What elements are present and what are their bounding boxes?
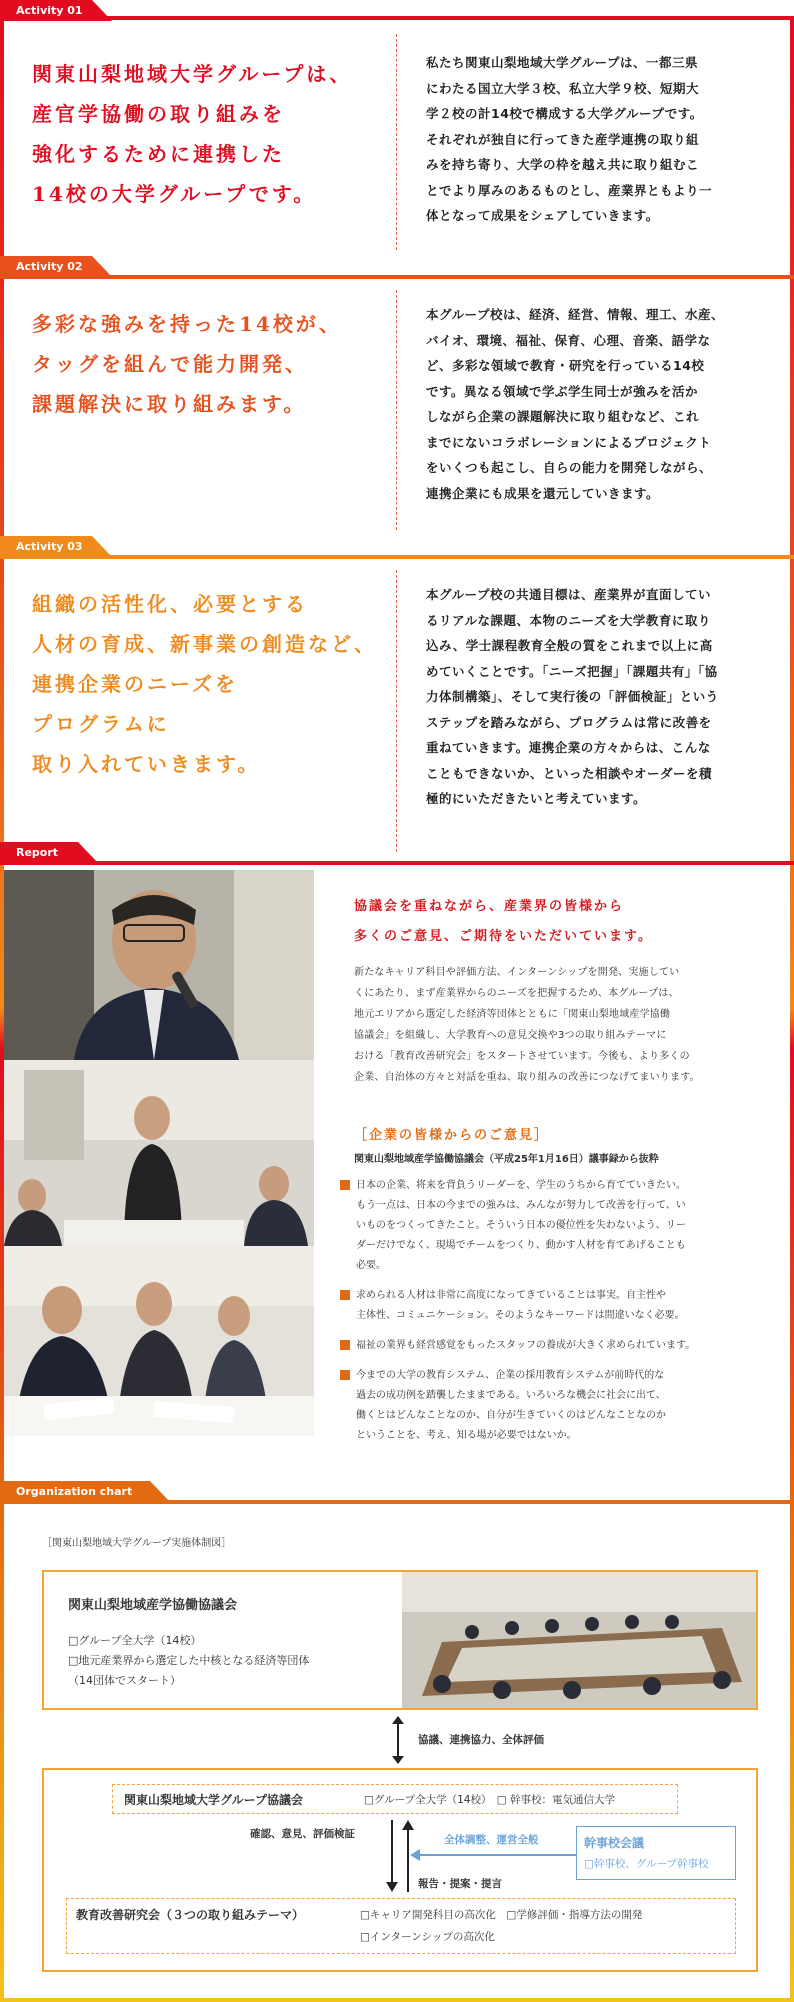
council-meeting-photo	[402, 1572, 756, 1708]
activity-01-divider	[396, 34, 397, 250]
opinion-bullet-3: 福祉の業界も経営感覚をもったスタッフの養成が大きく求められています。	[340, 1336, 780, 1356]
secretariat-items: □幹事校、グループ幹事校	[584, 1858, 709, 1870]
report-photo-speaker	[4, 870, 314, 1060]
activity-02-divider	[396, 290, 397, 530]
activity-01-bar	[0, 16, 794, 20]
council-item-3: （14団体でスタート）	[68, 1674, 181, 1687]
council-box	[42, 1570, 758, 1710]
coord-arrow-icon	[410, 1846, 576, 1858]
activity-02-tab: Activity 02	[0, 256, 92, 277]
bottom-bar	[0, 1998, 794, 2002]
opinion-bullet-4: 今までの大学の教育システム、企業の採用教育システムが前時代的な 過去の成功例を踏襲したままである。いろいろな機会に社会に出て、 働くとはどんなことなのか、自分が生きていくのはどんなことなのか ということを、考え、知る場が必要ではないか。	[340, 1366, 780, 1446]
activity-02-title: 多彩な強みを持った14校が、 タッグを組んで能力開発、 課題解決に取り組みます。	[32, 312, 342, 416]
activity-02-body: 本グループ校は、経済、経営、情報、理工、水産、 バイオ、環境、福祉、保育、心理、音楽、語学な ど、多彩な領域で教育・研究を行っている14校 です。異なる領域で学ぶ学生同士が強みを活か しながら企業の課題解決に取り組むなど、これ までにないコラボレーションによるプロジェクト をいくつも起こし、自らの能力を開発しながら、 連携企業にも成果を還元していきます。	[426, 307, 725, 501]
activity-03-divider	[396, 570, 397, 852]
activity-01-tab: Activity 01	[0, 0, 92, 21]
research-title: 教育改善研究会（３つの取り組みテーマ）	[76, 1908, 305, 1922]
council-item-1: □グループ全大学（14校）	[68, 1634, 202, 1647]
council-title: 関東山梨地域産学協働協議会	[68, 1598, 238, 1613]
double-arrow-icon	[392, 1716, 404, 1764]
activity-02-bar	[0, 275, 794, 279]
research-items-2: □インターンシップの高次化	[360, 1931, 495, 1943]
report-heading-1: 協議会を重ねながら、産業界の皆様から	[354, 899, 625, 914]
activity-03-title: 組織の活性化、必要とする 人材の育成、新事業の創造など、 連携企業のニーズを プログラムに 取り入れていきます。	[32, 592, 377, 776]
group-council-items: □グループ全大学（14校） □ 幹事校：電気通信大学	[364, 1794, 615, 1806]
group-council-title: 関東山梨地域大学グループ協議会	[124, 1793, 304, 1807]
report-bar	[0, 861, 794, 865]
down-arrow-icon	[386, 1820, 398, 1892]
report-photo-table	[4, 1246, 314, 1436]
opinion-bullet-2: 求められる人材は非常に高度になってきていることは事実。自主性や 主体性、コミュニケーション。そのようなキーワードは間違いなく必要。	[340, 1286, 780, 1326]
council-item-2: □地元産業界から選定した中核となる経済等団体	[68, 1654, 310, 1667]
report-tab: Report	[0, 842, 78, 863]
research-items-1: □キャリア開発科目の高次化 □学修評価・指導方法の開発	[360, 1909, 643, 1921]
opinion-source: 関東山梨地域産学協働協議会（平成25年1月16日）議事録から抜粋	[354, 1154, 659, 1165]
bullet-square-icon	[340, 1290, 350, 1300]
bullet-square-icon	[340, 1340, 350, 1350]
report-heading-2: 多くのご意見、ご期待をいただいています。	[354, 929, 653, 944]
opinion-bullet-1: 日本の企業、将来を背負うリーダーを、学生のうちから育てていきたい。 もう一点は、日本の今までの強みは、みんなが努力して改善を行って、い いものをつくってきたこと。そういう日本の優位性を失わないよう、リー ダーだけでなく、現場でチームをつくり、動かす人材を育てあげることも 必要。	[340, 1176, 780, 1276]
activity-01-title: 関東山梨地域大学グループは、 産官学協働の取り組みを 強化するために連携した 14校の大学グループです。	[32, 62, 353, 206]
link-label: 協議、連携協力、全体評価	[418, 1734, 544, 1746]
coord-label: 全体調整、運営全般	[444, 1834, 539, 1846]
bullet-square-icon	[340, 1370, 350, 1380]
report-photo-meeting	[4, 1060, 314, 1246]
activity-03-body: 本グループ校の共通目標は、産業界が直面してい るリアルな課題、本物のニーズを大学教育に取り 込み、学士課程教育全般の質をこれまで以上に高 めていくことです。「ニーズ把握」「課題共有」「協 力体制構築」、そして実行後の「評価検証」という ステップを踏みながら、プログラムは常に改善を 重ねていきます。連携企業の方々からは、こんな こともできないか、といった相談やオーダーを積 極的にいただきたいと考えています。	[426, 587, 719, 806]
org-caption: ［関東山梨地域大学グループ実施体制図］	[42, 1538, 232, 1549]
activity-03-tab: Activity 03	[0, 536, 92, 557]
org-tab: Organization chart	[0, 1481, 150, 1502]
report-paragraph: 新たなキャリア科目や評価方法、インターンシップを開発、実施してい くにあたり、まず産業界からのニーズを把握するため、本グループは、 地元エリアから選定した経済等団体とともに「関東山梨地域産学協働 協議会」を組織し、大学教育への意見交換や3つの取り組みテーマに おける「教育改善研究会」をスタートさせています。今後も、より多くの 企業、自治体の方々と対話を重ね、取り組みの改善につなげてまいります。	[354, 967, 700, 1083]
activity-01-body: 私たち関東山梨地域大学グループは、一都三県 にわたる国立大学３校、私立大学９校、短期大 学２校の計14校で構成する大学グループです。 それぞれが独自に行ってきた産学連携の取り組 みを持ち寄り、大学の枠を越え共に取り組むこ とでより厚みのあるものとし、産業界ともより一 体となって成果をシェアしていきます。	[426, 55, 713, 223]
left-arrow-label: 確認、意見、評価検証	[250, 1828, 355, 1840]
bullet-square-icon	[340, 1180, 350, 1190]
opinion-title: ［企業の皆様からのご意見］	[354, 1128, 550, 1143]
page-frame-right	[790, 16, 794, 2002]
secretariat-title: 幹事校会議	[584, 1836, 645, 1850]
report-label: 報告・提案・提言	[418, 1878, 502, 1890]
activity-03-bar	[0, 555, 794, 559]
